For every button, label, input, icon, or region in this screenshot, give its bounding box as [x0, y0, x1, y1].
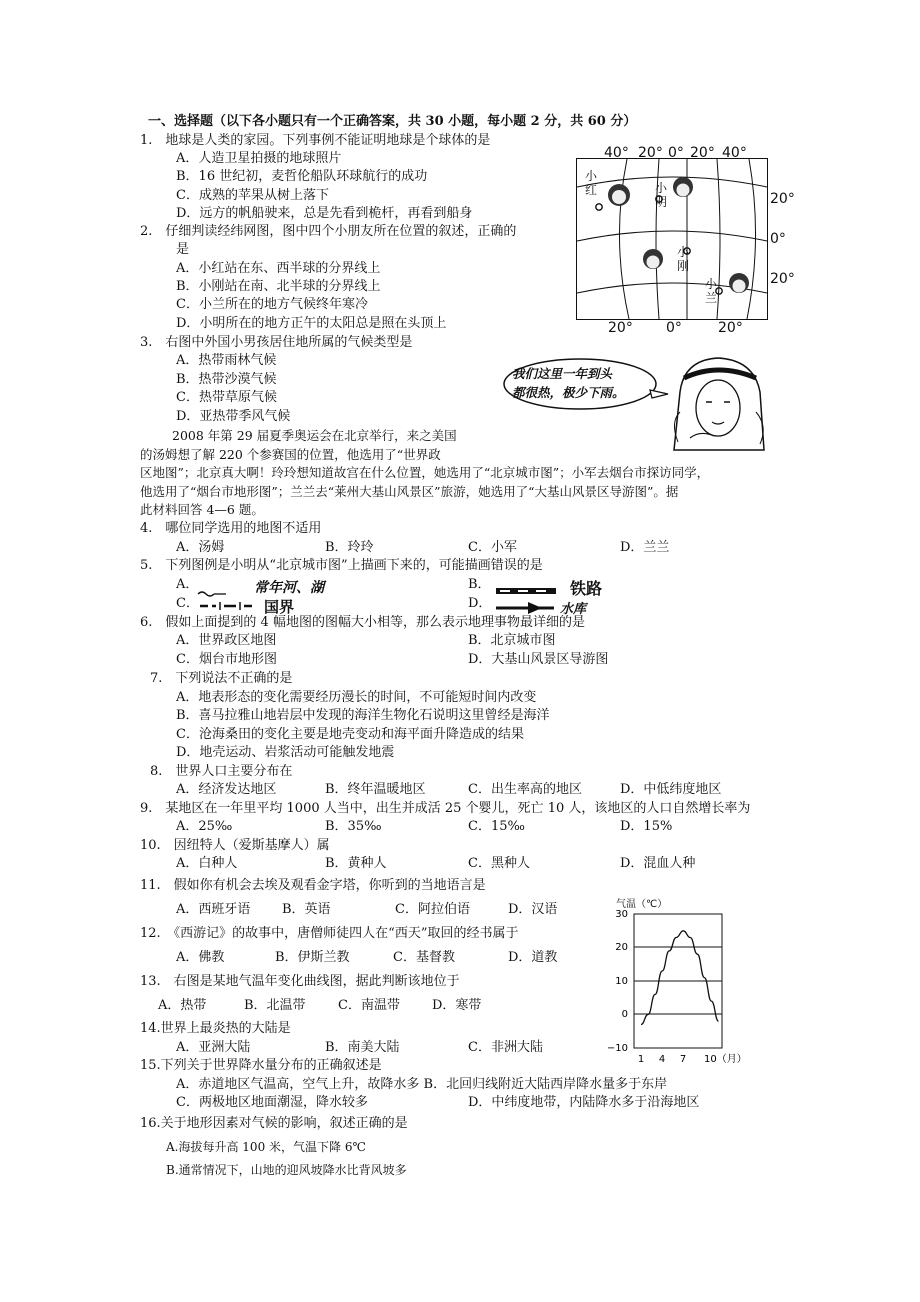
q15-option-c: C．两极地区地面潮湿，降水较多 — [176, 1095, 368, 1110]
y-tick-30: 30 — [615, 909, 628, 920]
q8-option-a: A．经济发达地区 — [176, 782, 277, 797]
q6-option-a: A．世界政区地图 — [176, 633, 277, 648]
q12-stem: 12. 《西游记》的故事中，唐僧师徒四人在“西天”取回的经书属于 — [140, 926, 519, 941]
q10-option-b: B．黄种人 — [325, 856, 387, 871]
map-lat-label-3: 20° — [770, 271, 795, 287]
q5-option-a: A． — [176, 577, 199, 592]
q7-stem: 7. 下列说法不正确的是 — [150, 671, 293, 686]
passage-line-4: 他选用了“烟台市地形图”；兰兰去“莱州大基山风景区”旅游，她选用了“大基山风景区导游图”。据 — [140, 484, 679, 499]
q3-option-a: A．热带雨林气候 — [176, 353, 277, 368]
q4-stem: 4. 哪位同学选用的地图不适用 — [140, 521, 322, 536]
q7-option-d: D．地壳运动、岩浆活动可能触发地震 — [176, 745, 395, 760]
passage-line-3: 区地图”；北京真大啊！玲玲想知道故宫在什么位置，她选用了“北京城市图”；小军去烟台市探访同学， — [140, 465, 710, 480]
q9-option-b: B．35‰ — [325, 819, 382, 834]
kid-label-xiaohong: 小红 — [585, 169, 598, 197]
q1-option-d: D．远方的帆船驶来，总是先看到桅杆，再看到船身 — [176, 206, 473, 221]
q9-option-d: D．15% — [620, 819, 673, 834]
q9-stem: 9. 某地区在一年里平均 1000 人当中，出生并成活 25 个婴儿，死亡 10 人，该地区的人口自然增长率为 — [140, 801, 751, 816]
q6-option-c: C．烟台市地形图 — [176, 652, 277, 667]
q4-option-b: B．玲玲 — [325, 540, 374, 555]
legend-railway-label: 铁路 — [570, 579, 603, 598]
q12-option-a: A．佛教 — [176, 950, 225, 965]
speech-line-1: 我们这里一年到头 — [512, 366, 613, 381]
q4-option-c: C．小军 — [468, 540, 517, 555]
x-tick-7: 7 — [679, 1054, 687, 1065]
q11-option-a: A．西班牙语 — [176, 902, 251, 917]
y-tick-0: 0 — [621, 1009, 628, 1020]
q6-option-d: D．大基山风景区导游图 — [468, 652, 609, 667]
q2-option-c: C．小兰所在的地方气候终年寒冷 — [176, 297, 368, 312]
q1-stem: 1. 地球是人类的家园。下列事例不能证明地球是个球体的是 — [140, 133, 491, 148]
q13-option-c: C．南温带 — [338, 998, 400, 1013]
face-icon — [696, 380, 740, 436]
legend-reservoir-label: 水库 — [560, 602, 587, 617]
temperature-series-line — [641, 931, 719, 1025]
q8-option-c: C．出生率高的地区 — [468, 782, 582, 797]
map-top-label-1: 40° — [604, 145, 629, 161]
temp-chart-title: 气温（℃） — [616, 899, 668, 910]
q8-stem: 8. 世界人口主要分布在 — [150, 764, 293, 779]
q3-option-b: B．热带沙漠气候 — [176, 372, 277, 387]
y-tick-20: 20 — [615, 942, 628, 953]
q15-options-ab: A．赤道地区气温高，空气上升，故降水多 B．北回归线附近大陆西岸降水量多于东岸 — [176, 1077, 668, 1092]
temp-chart — [604, 908, 747, 1068]
x-tick-1: 1 — [637, 1054, 645, 1065]
y-tick-10: 10 — [615, 976, 628, 987]
passage-line-2: 的汤姆想了解 220 个参赛国的位置，他选用了“世界政 — [140, 447, 441, 462]
q10-option-c: C．黑种人 — [468, 856, 530, 871]
grid-lines — [577, 159, 767, 319]
map-bottom-label-3: 20° — [718, 320, 743, 336]
q16-stem: 16.关于地形因素对气候的影响，叙述正确的是 — [140, 1116, 408, 1131]
q10-option-a: A．白种人 — [176, 856, 238, 871]
x-tick-10: 10（月） — [704, 1054, 747, 1065]
q6-stem: 6. 假如上面提到的 4 幅地图的图幅大小相等，那么表示地理事物最详细的是 — [140, 615, 585, 630]
q9-option-c: C．15‰ — [468, 819, 525, 834]
q14-stem: 14.世界上最炎热的大陆是 — [140, 1021, 291, 1036]
child-figure-icon — [608, 177, 749, 293]
q2-option-b: B．小刚站在南、北半球的分界线上 — [176, 279, 381, 294]
map-top-label-3: 0° — [668, 145, 684, 161]
q15-option-d: D．中纬度地带，内陆降水多于沿海地区 — [468, 1095, 700, 1110]
q13-option-d: D．寒带 — [432, 998, 482, 1013]
passage-line-5: 此材料回答 4—6 题。 — [140, 502, 264, 517]
q13-option-a: A．热带 — [158, 998, 207, 1013]
q3-stem: 3. 右图中外国小男孩居住地所属的气候类型是 — [140, 335, 413, 350]
map-bottom-label-2: 0° — [666, 320, 682, 336]
q7-option-b: B．喜马拉雅山地岩层中发现的海洋生物化石说明这里曾经是海洋 — [176, 708, 550, 723]
q15-stem: 15.下列关于世界降水量分布的正确叙述是 — [140, 1058, 382, 1073]
map-lat-label-2: 0° — [770, 231, 786, 247]
temp-chart-axes — [634, 914, 722, 1048]
q2-stem-cont: 是 — [176, 242, 190, 257]
map-top-label-2: 20° — [638, 145, 663, 161]
arab-boy-illustration — [660, 352, 776, 452]
xiaohong-point-icon — [596, 204, 602, 210]
q2-option-d: D．小明所在的地方正午的太阳总是照在头顶上 — [176, 316, 447, 331]
legend-border-label: 国界 — [264, 598, 295, 616]
latlong-grid-map — [576, 158, 768, 320]
q1-option-c: C．成熟的苹果从树上落下 — [176, 188, 329, 203]
q14-option-a: A．亚洲大陆 — [176, 1040, 251, 1055]
q4-option-a: A．汤姆 — [176, 540, 225, 555]
q16-option-a: A.海拔每升高 100 米，气温下降 6℃ — [166, 1140, 366, 1154]
legend-river-label: 常年河、湖 — [254, 580, 324, 596]
map-bottom-label-1: 20° — [608, 320, 633, 336]
speech-line-2: 都很热，极少下雨。 — [512, 385, 625, 400]
q2-stem: 2. 仔细判读经纬网图，图中四个小朋友所在位置的叙述，正确的 — [140, 224, 517, 239]
map-lat-label-1: 20° — [770, 191, 795, 207]
passage-line-1: 2008 年第 29 届夏季奥运会在北京举行，来之美国 — [172, 428, 457, 443]
q5-option-d: D． — [468, 596, 492, 611]
q6-option-b: B．北京城市图 — [468, 633, 556, 648]
q8-option-b: B．终年温暖地区 — [325, 782, 426, 797]
q5-option-b: B． — [468, 577, 491, 592]
q3-option-c: C．热带草原气候 — [176, 390, 277, 405]
q11-option-d: D．汉语 — [508, 902, 558, 917]
q5-stem: 5. 下列图例是小明从“北京城市图”上描画下来的，可能描画错误的是 — [140, 558, 543, 573]
q11-option-b: B．英语 — [282, 902, 331, 917]
q1-option-a: A．人造卫星拍摄的地球照片 — [176, 151, 342, 166]
q4-option-d: D．兰兰 — [620, 540, 670, 555]
q3-option-d: D．亚热带季风气候 — [176, 409, 291, 424]
q2-option-a: A．小红站在东、西半球的分界线上 — [176, 261, 381, 276]
q8-option-d: D．中低纬度地区 — [620, 782, 722, 797]
map-top-label-5: 40° — [722, 145, 747, 161]
q13-option-b: B．北温带 — [244, 998, 306, 1013]
q16-option-b: B.通常情况下，山地的迎风坡降水比背风坡多 — [166, 1163, 407, 1177]
q14-option-b: B．南美大陆 — [325, 1040, 400, 1055]
q13-stem: 13. 右图是某地气温年变化曲线图，据此判断该地位于 — [140, 974, 460, 989]
q9-option-a: A．25‰ — [176, 819, 233, 834]
q12-option-c: C．基督教 — [393, 950, 455, 965]
q10-option-d: D．混血人种 — [620, 856, 696, 871]
q10-stem: 10. 因纽特人（爱斯基摩人）属 — [140, 838, 330, 853]
q12-option-b: B．伊斯兰教 — [275, 950, 350, 965]
q11-stem: 11. 假如你有机会去埃及观看金字塔，你听到的当地语言是 — [140, 878, 486, 893]
q1-option-b: B．16 世纪初，麦哲伦船队环球航行的成功 — [176, 169, 428, 184]
map-top-label-4: 20° — [690, 145, 715, 161]
kid-label-xiaolan: 小兰 — [705, 277, 718, 305]
kid-label-xiaoming: 小明 — [655, 181, 668, 209]
kid-label-xiaogang: 小刚 — [677, 245, 690, 273]
q7-option-c: C．沧海桑田的变化主要是地壳变动和海平面升降造成的结果 — [176, 727, 524, 742]
y-tick-minus10: −10 — [606, 1043, 628, 1054]
q12-option-d: D．道教 — [508, 950, 558, 965]
q5-option-c: C． — [176, 596, 199, 611]
x-tick-4: 4 — [658, 1054, 666, 1065]
q7-option-a: A．地表形态的变化需要经历漫长的时间，不可能短时间内改变 — [176, 690, 537, 705]
q11-option-c: C．阿拉伯语 — [395, 902, 470, 917]
q14-option-c: C．非洲大陆 — [468, 1040, 543, 1055]
section-header: 一、选择题（以下各小题只有一个正确答案，共 30 小题，每小题 2 分，共 60 分） — [148, 114, 637, 129]
river-line-icon — [198, 592, 214, 596]
